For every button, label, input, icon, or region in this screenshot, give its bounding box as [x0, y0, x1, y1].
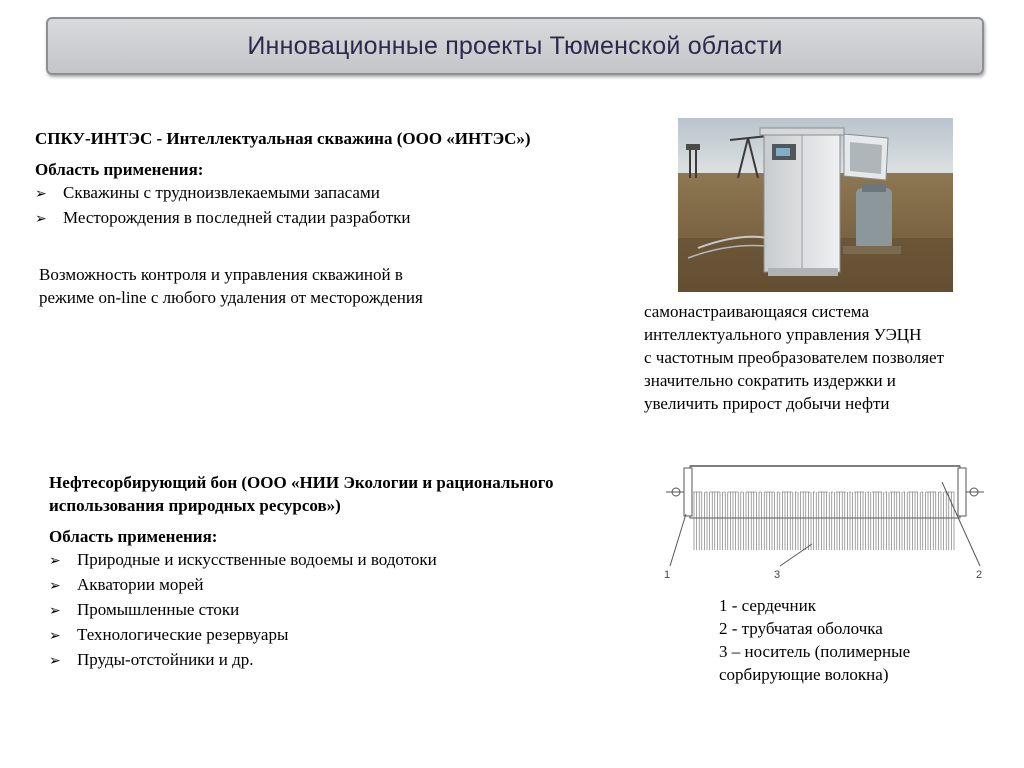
- diagram-label: 2: [976, 569, 983, 581]
- list-item: ➢ Скважины с трудноизвлекаемыми запасами: [35, 181, 655, 206]
- arrow-bullet-icon: ➢: [35, 187, 47, 202]
- project1-note: Возможность контроля и управления скважиной в режиме on-line с любого удаления от месторождения: [39, 265, 423, 307]
- boom-diagram: [662, 462, 998, 584]
- project1-scope-label: Область применения:: [35, 160, 204, 179]
- list-item: ➢ Природные и искусственные водоемы и водотоки: [49, 548, 659, 573]
- list-item: ➢ Месторождения в последней стадии разработки: [35, 206, 655, 231]
- project2-heading: Нефтесорбирующий бон (ООО «НИИ Экологии и рационального использования природных ресурсов»): [49, 473, 554, 515]
- page-title: Инновационные проекты Тюменской области: [247, 31, 783, 60]
- diagram-label: 1: [664, 569, 671, 581]
- arrow-bullet-icon: ➢: [49, 579, 61, 594]
- project2-text: [49, 471, 659, 673]
- project1-text: [35, 127, 655, 231]
- arrow-bullet-icon: ➢: [49, 654, 61, 669]
- list-item: ➢ Технологические резервуары: [49, 623, 659, 648]
- project1-heading: СПКУ-ИНТЭС - Интеллектуальная скважина (ООО «ИНТЭС»): [35, 129, 531, 148]
- title-banner: [46, 17, 984, 75]
- arrow-bullet-icon: ➢: [35, 212, 47, 227]
- arrow-bullet-icon: ➢: [49, 629, 61, 644]
- project2-scope-label: Область применения:: [49, 527, 218, 546]
- photo-caption: самонастраивающаяся система интеллектуального управления УЭЦН с частотным преобразователем позволяет значительно сократить издержки и увеличить прирост добычи нефти: [644, 302, 945, 413]
- list-item: ➢ Акватории морей: [49, 573, 659, 598]
- diagram-label: 3: [774, 569, 781, 581]
- list-item: ➢ Пруды-отстойники и др.: [49, 648, 659, 673]
- arrow-bullet-icon: ➢: [49, 604, 61, 619]
- list-item: ➢ Промышленные стоки: [49, 598, 659, 623]
- arrow-bullet-icon: ➢: [49, 554, 61, 569]
- diagram-legend: 1 - сердечник 2 - трубчатая оболочка 3 – носитель (полимерные сорбирующие волокна): [719, 596, 911, 684]
- well-control-unit-photo: [678, 118, 953, 292]
